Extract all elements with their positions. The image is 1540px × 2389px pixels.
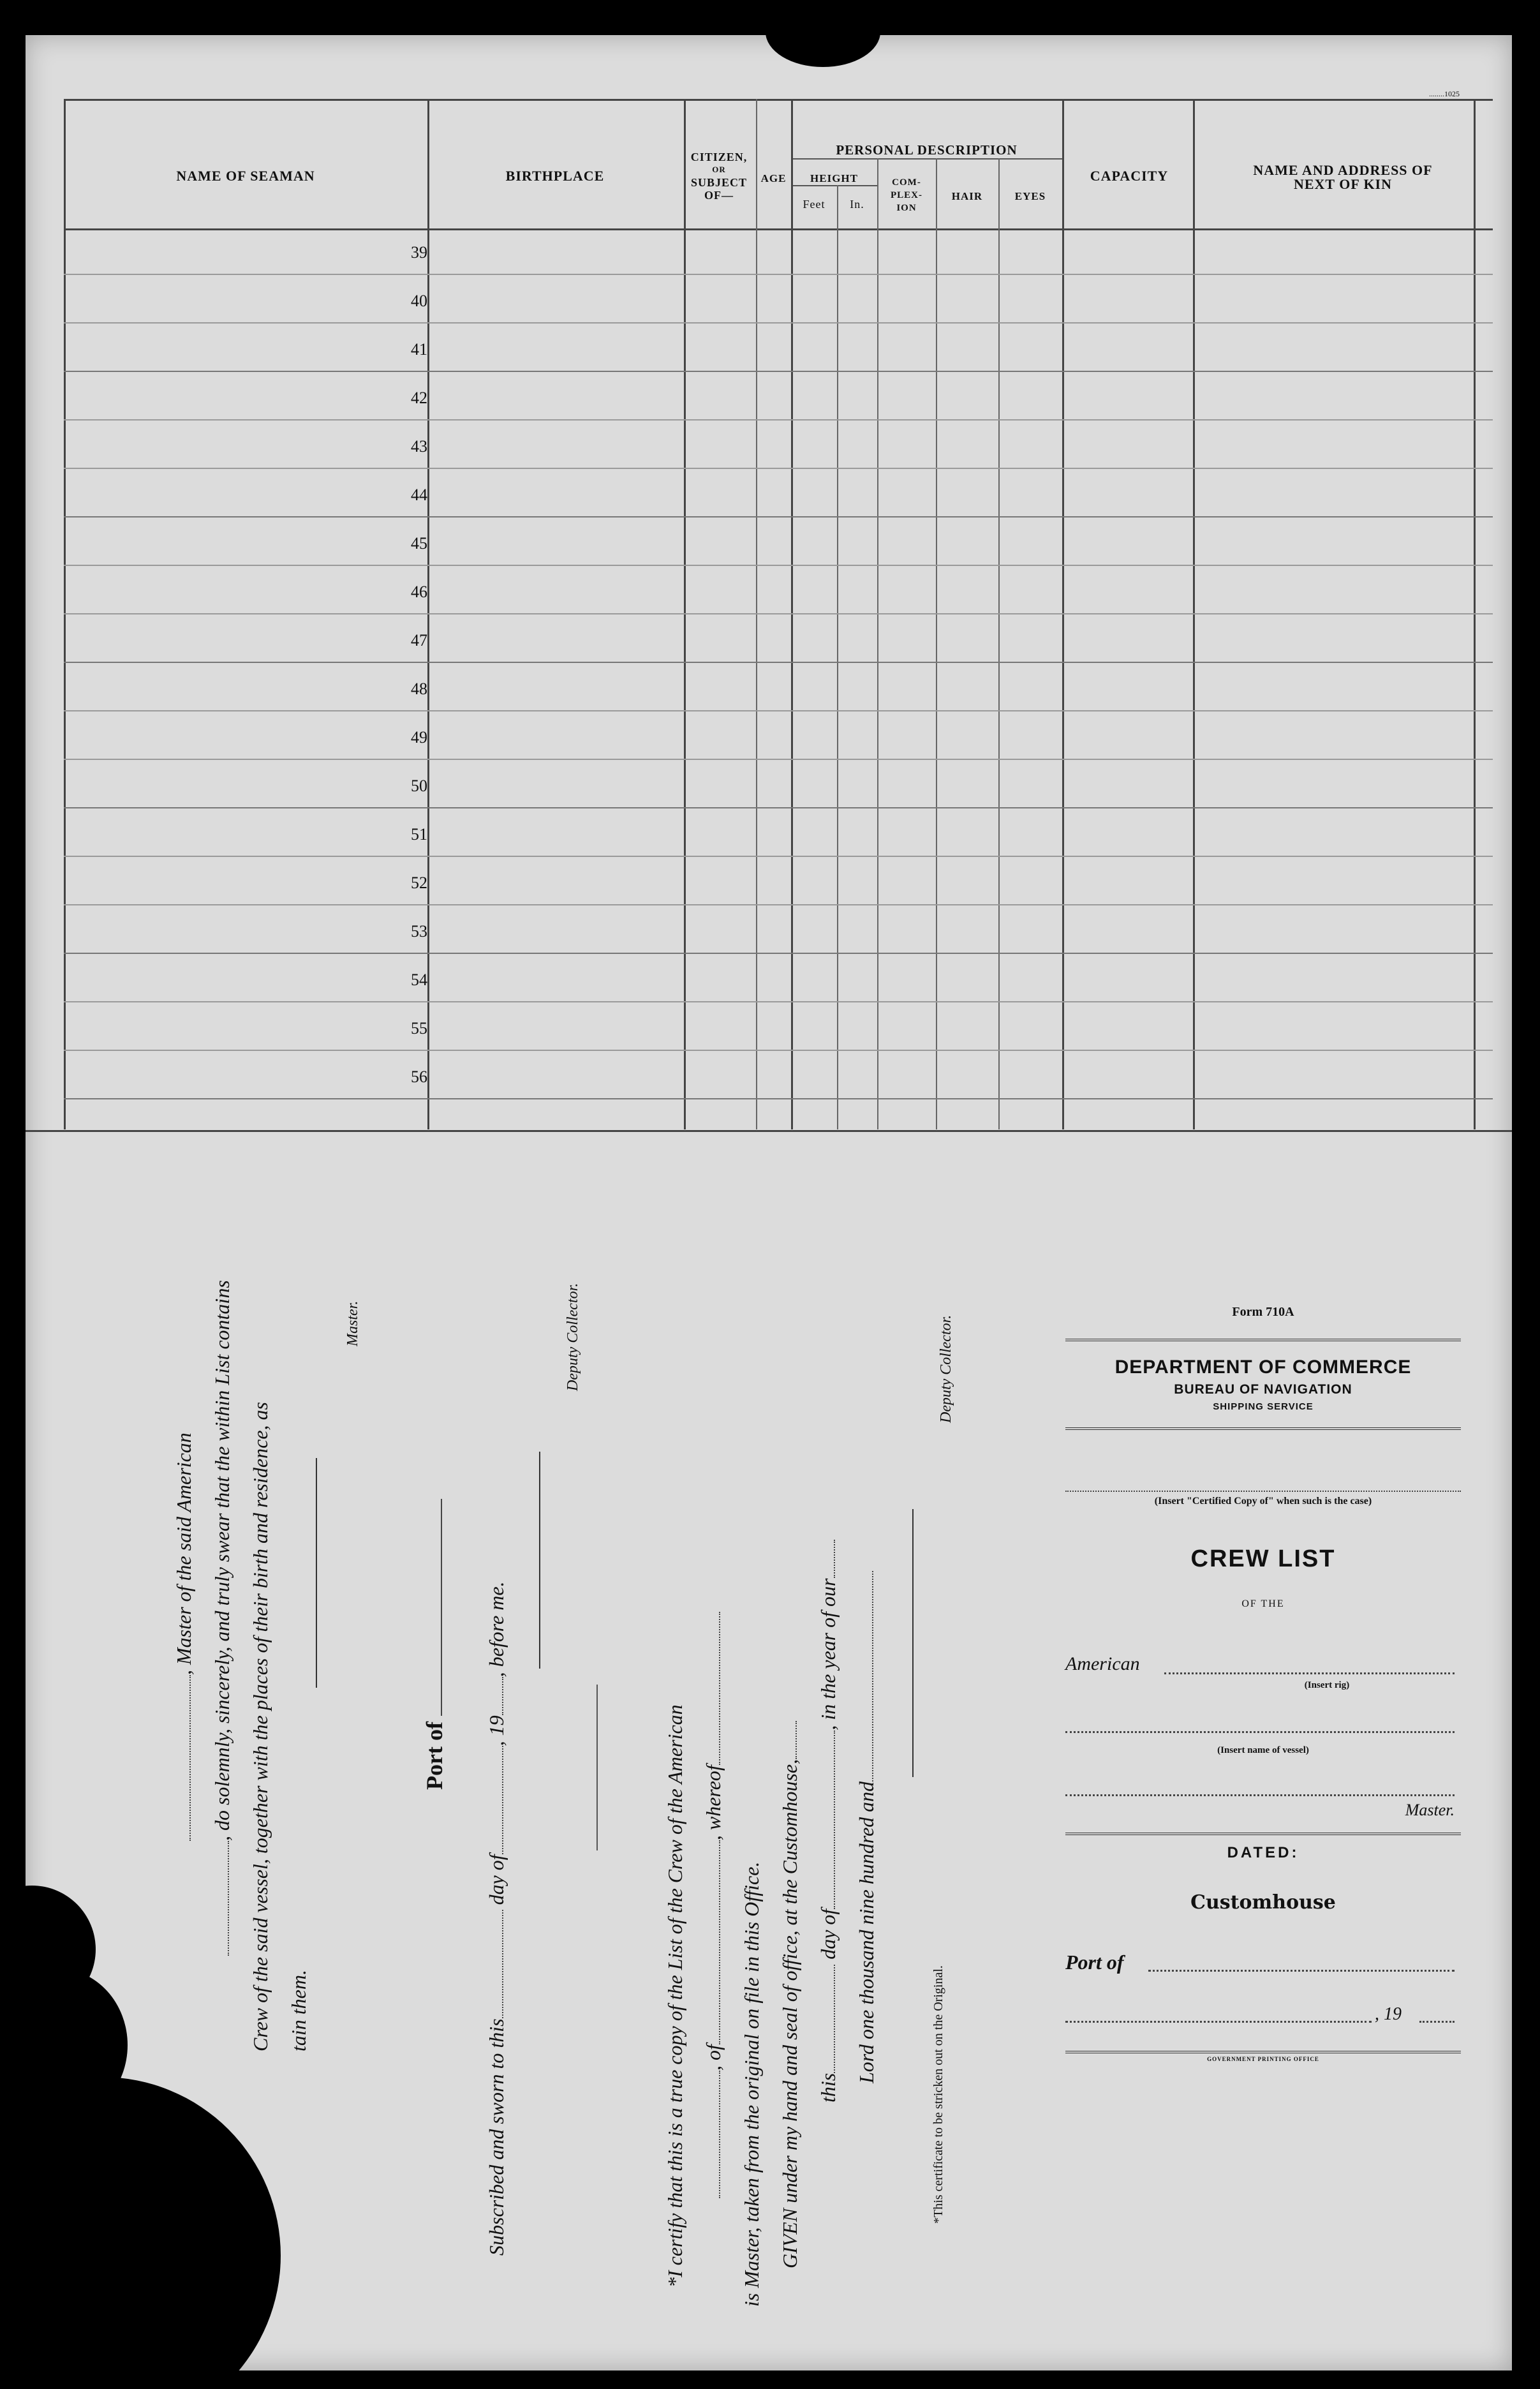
- cert-line-2: [702, 1612, 725, 2198]
- header-citizen-l3: SUBJECT: [690, 176, 748, 189]
- insert-vessel-note: (Insert name of vessel): [1217, 1745, 1309, 1755]
- panel-year-label: , 19: [1375, 2004, 1402, 2024]
- row-number: 54: [411, 971, 427, 989]
- row-number: 53: [411, 922, 427, 941]
- table-row: [64, 372, 1493, 420]
- header-complexion-l1: COM-: [892, 177, 921, 188]
- cert-text-5b: day of: [817, 1909, 840, 1960]
- of-the-label: OF THE: [1241, 1598, 1285, 1609]
- oath-line-1: [172, 1433, 196, 1841]
- header-complexion: [877, 176, 936, 214]
- oath-line-4: tain them.: [287, 1970, 310, 2051]
- shipping-service: SHIPPING SERVICE: [1213, 1401, 1314, 1412]
- header-kin-l2: NEXT OF KIN: [1293, 176, 1393, 192]
- header-eyes: EYES: [1014, 190, 1046, 202]
- oath-line-2: [211, 1280, 234, 1956]
- table-row: [64, 324, 1493, 372]
- panel-rule-2: [1065, 1427, 1461, 1430]
- cert-line-5: [817, 1540, 840, 2102]
- panel-master-label: Master.: [1405, 1801, 1455, 1819]
- panel-port-field[interactable]: [1065, 1946, 1461, 1977]
- corner-code: ........1025: [1429, 89, 1460, 98]
- table-row: [64, 1051, 1493, 1099]
- cert-line-1: [663, 1704, 687, 2288]
- table-row: [64, 808, 1493, 857]
- row-number: 40: [411, 292, 427, 310]
- oath-before-me: , before me.: [485, 1581, 508, 1678]
- oath-separator: [596, 1685, 598, 1850]
- torn-edge-top: [766, 35, 880, 67]
- header-citizen-l4: OF—: [704, 189, 734, 202]
- row-number: 48: [411, 680, 427, 698]
- table-row: [64, 275, 1493, 324]
- deputy-signature-line-1: [539, 1452, 540, 1669]
- row-number: 45: [411, 534, 427, 553]
- table-row: [64, 227, 1493, 275]
- header-kin-l1: NAME AND ADDRESS OF: [1253, 162, 1433, 178]
- cert-line-3: is Master, taken from the original on file in this Office.: [740, 1861, 763, 2307]
- cert-deputy-collector: Deputy Collector.: [938, 1314, 954, 1423]
- row-number: 41: [411, 340, 427, 359]
- table-row: [64, 954, 1493, 1002]
- table-row: [64, 760, 1493, 808]
- gpo-imprint: GOVERNMENT PRINTING OFFICE: [1207, 2056, 1319, 2062]
- header-personal-description: PERSONAL DESCRIPTION: [836, 142, 1018, 158]
- row-number: 43: [411, 437, 427, 456]
- department-title: DEPARTMENT OF COMMERCE: [1114, 1357, 1412, 1378]
- oath-subscribed-text: Subscribed and sworn to this: [485, 2018, 508, 2256]
- table-row: [64, 1002, 1493, 1051]
- header-inches: In.: [850, 198, 864, 211]
- insert-rig-note: (Insert rig): [1304, 1680, 1350, 1690]
- cert-text-5c: , in the year of our: [817, 1578, 840, 1730]
- oath-day-of: day of: [485, 1854, 508, 1905]
- row-number: 49: [411, 728, 427, 747]
- header-complexion-l3: ION: [896, 203, 917, 213]
- certified-copy-line: [1065, 1491, 1461, 1492]
- header-complexion-l2: PLEX-: [891, 190, 922, 200]
- table-row: [64, 857, 1493, 905]
- cert-text-1: *I certify that this is a true copy of the List of the Crew of the American: [663, 1704, 686, 2288]
- table-header: [64, 99, 1493, 230]
- panel-rule-top: [1065, 1339, 1461, 1341]
- bureau-title: BUREAU OF NAVIGATION: [1174, 1382, 1352, 1397]
- rig-dotted-line: [1164, 1672, 1455, 1674]
- header-next-of-kin: [1193, 163, 1493, 191]
- row-number: 55: [411, 1019, 427, 1038]
- cover-panel: [1065, 1305, 1461, 2062]
- customhouse-label: Customhouse: [1190, 1891, 1336, 1914]
- cert-line-6: [855, 1571, 878, 2083]
- dated-label: DATED:: [1227, 1844, 1299, 1861]
- header-citizen: [684, 151, 754, 202]
- master-dotted-line: [1065, 1794, 1455, 1796]
- header-divider-height: [791, 185, 877, 186]
- cert-text-4: GIVEN under my hand and seal of office, at the Customhouse,: [778, 1759, 801, 2268]
- oath-text-2: , do solemnly, sincerely, and truly swear that the within List contains: [211, 1280, 233, 1841]
- row-number: 42: [411, 389, 427, 407]
- cert-text-5a: this: [817, 2073, 840, 2102]
- row-number: 46: [411, 583, 427, 601]
- header-hair: HAIR: [951, 190, 983, 202]
- cert-line-4: [778, 1721, 802, 2268]
- cert-text-2a: , of: [702, 2044, 725, 2071]
- seaman-rows: [64, 227, 1493, 1099]
- row-number: 56: [411, 1068, 427, 1086]
- cert-text-2b: , whereof: [702, 1765, 725, 1841]
- oath-master-label: Master.: [344, 1300, 361, 1346]
- cert-text-6: Lord one thousand nine hundred and: [855, 1781, 878, 2083]
- american-label: American: [1065, 1653, 1140, 1674]
- crew-list-form: [26, 35, 1512, 2370]
- panel-date-field[interactable]: [1065, 1997, 1461, 2028]
- header-capacity: CAPACITY: [1090, 168, 1169, 184]
- oath-text-1: , Master of the said American: [172, 1433, 195, 1675]
- form-number: Form 710A: [1232, 1305, 1294, 1319]
- table-row: [64, 614, 1493, 663]
- vessel-dotted-line: [1065, 1731, 1455, 1733]
- row-number: 44: [411, 486, 427, 504]
- header-citizen-l2: OR: [712, 165, 726, 174]
- table-row: [64, 711, 1493, 760]
- panel-rule-bottom: [1065, 2051, 1461, 2053]
- header-birthplace: BIRTHPLACE: [505, 168, 605, 184]
- table-row: [64, 663, 1493, 711]
- header-height: HEIGHT: [810, 172, 858, 184]
- insert-certified-note: (Insert "Certified Copy of" when such is the case): [1154, 1496, 1372, 1507]
- table-bottom-rule: [26, 1130, 1512, 1132]
- master-field[interactable]: [1065, 1782, 1461, 1813]
- rig-field[interactable]: [1065, 1648, 1461, 1680]
- row-number: 50: [411, 777, 427, 795]
- oath-line-3: Crew of the said vessel, together with the places of their birth and residence, as: [249, 1402, 272, 2051]
- panel-rule-3: [1065, 1833, 1461, 1835]
- header-citizen-l1: CITIZEN,: [690, 151, 748, 163]
- table-row: [64, 420, 1493, 469]
- table-row: [64, 905, 1493, 954]
- oath-port-of: [421, 1499, 448, 1790]
- row-number: 47: [411, 631, 427, 650]
- table-row: [64, 469, 1493, 517]
- row-number: 39: [411, 243, 427, 262]
- table-row: [64, 517, 1493, 566]
- vessel-field[interactable]: [1065, 1707, 1461, 1739]
- panel-port-label: Port of: [1065, 1951, 1124, 1974]
- row-number: 51: [411, 825, 427, 844]
- panel-year-dotted-line: [1419, 2021, 1455, 2023]
- header-name: NAME OF SEAMAN: [176, 168, 315, 184]
- table-row: [64, 566, 1493, 614]
- oath-port-label: Port of: [422, 1722, 447, 1790]
- master-signature-line: [316, 1458, 317, 1688]
- header-divider-personal: [791, 158, 1062, 160]
- crew-list-title: CREW LIST: [1190, 1545, 1336, 1572]
- panel-port-dotted-line: [1148, 1970, 1455, 1972]
- oath-subscribed: [485, 1581, 508, 2256]
- cert-footnote: *This certificate to be stricken out on the Original.: [931, 1965, 945, 2224]
- oath-deputy-collector: Deputy Collector.: [565, 1283, 581, 1391]
- row-number: 52: [411, 874, 427, 892]
- deputy-signature-line-2: [912, 1509, 914, 1777]
- oath-year: , 19: [485, 1715, 508, 1746]
- panel-date-dotted-line: [1065, 2021, 1372, 2023]
- header-age: AGE: [760, 172, 787, 184]
- header-feet: Feet: [803, 198, 826, 211]
